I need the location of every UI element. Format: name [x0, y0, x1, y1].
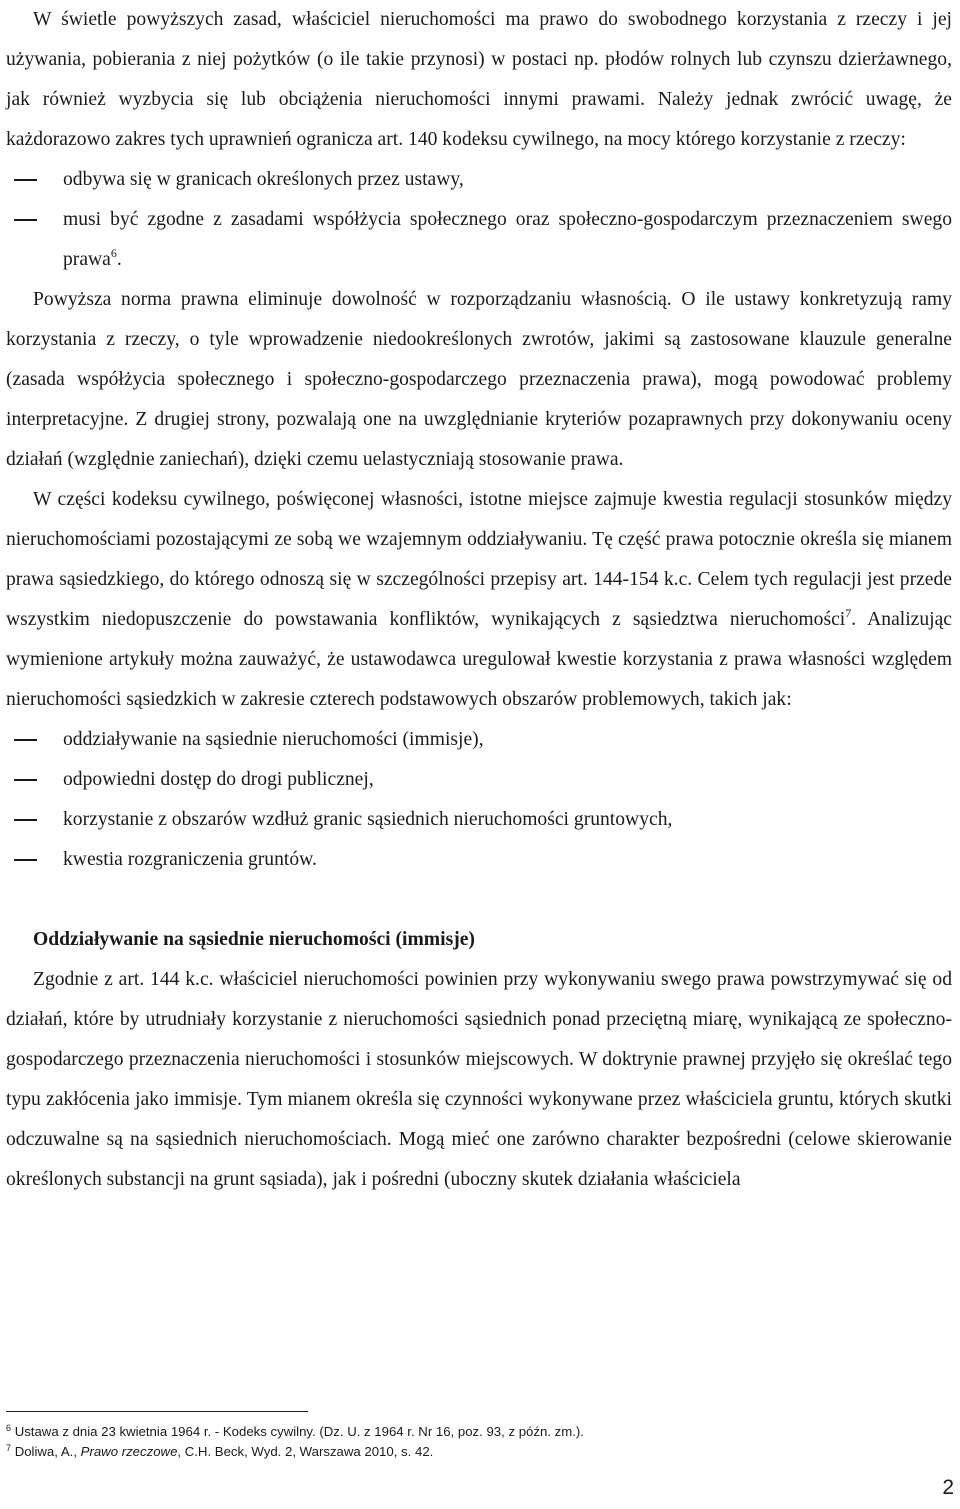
list-item: odpowiedni dostęp do drogi publicznej,	[63, 760, 952, 800]
body-text	[6, 0, 952, 1200]
footnote-ref: 6	[110, 246, 117, 260]
paragraph-2: Powyższa norma prawna eliminuje dowolność w rozporządzaniu własnością. O ile ustawy konkretyzują ramy korzystania z rzeczy, o tyle wprowadzenie niedookreślonych zwrotów, jakimi są zastosowane klauzule generalne (zasada współżycia społecznego i społeczno-gospodarczego przeznaczenia prawa), mogą powodować problemy interpretacyjne. Z drugiej strony, pozwalają one na uwzględnianie kryteriów pozaprawnych przy dokonywaniu oceny działań (względnie zaniechań), dzięki czemu uelastyczniają stosowanie prawa.	[6, 289, 952, 470]
page-number: 2	[942, 1476, 954, 1499]
footnote-separator	[6, 1411, 308, 1412]
footnote-6: $^6$ Ustawa z dnia 23 kwietnia 1964 r. - Kodeks cywilny. (Dz. U. z 1964 r. Nr 16, poz. 93, z późn. zm.).	[6, 1423, 584, 1439]
footnotes	[6, 1411, 952, 1462]
paragraph-4: Zgodnie z art. 144 k.c. właściciel nieruchomości powinien przy wykonywaniu swego prawa powstrzymywać się od działań, które by utrudniały korzystanie z nieruchomości sąsiednich ponad przeciętną miarę, wynikającą ze społeczno-gospodarczego przeznaczenia nieruchomości i stosunków miejscowych. W doktrynie prawnej przyjęło się określać tego typu zakłócenia jako immisje. Tym mianem określa się czynności wykonywane przez właściciela gruntu, których skutki odczuwalne są na sąsiednich nieruchomościach. Mogą mieć one zarówno charakter bezpośredni (celowe skierowanie określonych substancji na grunt sąsiada), jak i pośredni (uboczny skutek działania właściciela	[6, 969, 952, 1190]
footnote-7: $^7$ Doliwa, A., Prawo rzeczowe, C.H. Beck, Wyd. 2, Warszawa 2010, s. 42.	[6, 1443, 434, 1459]
paragraph-1: W świetle powyższych zasad, właściciel nieruchomości ma prawo do swobodnego korzystania z rzeczy i jej używania, pobierania z niej pożytków (o ile takie przynosi) w postaci np. płodów rolnych lub czynszu dzierżawnego, jak również wyzbycia się lub obciążenia nieruchomości innymi prawami. Należy jednak zwrócić uwagę, że każdorazowo zakres tych uprawnień ogranicza art. 140 kodeksu cywilnego, na mocy którego korzystanie z rzeczy:	[6, 9, 952, 150]
footnote-ref: 7	[845, 606, 852, 620]
list-item: kwestia rozgraniczenia gruntów.	[63, 840, 952, 880]
dash-list-1	[6, 160, 952, 280]
section-heading: Oddziaływanie na sąsiednie nieruchomości (immisje)	[33, 929, 475, 950]
list-item: korzystanie z obszarów wzdłuż granic sąsiednich nieruchomości gruntowych,	[63, 800, 952, 840]
list-item: oddziaływanie na sąsiednie nieruchomości (immisje),	[63, 720, 952, 760]
list-item: musi być zgodne z zasadami współżycia społecznego oraz społeczno-gospodarczym przeznaczeniem swego prawa$^6$.	[63, 200, 952, 280]
paragraph-3: W części kodeksu cywilnego, poświęconej własności, istotne miejsce zajmuje kwestia regulacji stosunków między nieruchomościami pozostającymi ze sobą we wzajemnym oddziaływaniu. Tę część prawa potocznie określa się mianem prawa sąsiedzkiego, do którego odnoszą się w szczególności przepisy art. 144-154 k.c. Celem tych regulacji jest przede wszystkim niedopuszczenie do powstawania konfliktów, wynikających z sąsiedztwa nieruchomości$^7$. Analizując wymienione artykuły można zauważyć, że ustawodawca uregulował kwestie korzystania z prawa własności względem nieruchomości sąsiedzkich w zakresie czterech podstawowych obszarów problemowych, takich jak:	[6, 489, 953, 710]
spacer	[6, 880, 952, 920]
list-item: odbywa się w granicach określonych przez ustawy,	[63, 160, 952, 200]
dash-list-2	[6, 720, 952, 880]
